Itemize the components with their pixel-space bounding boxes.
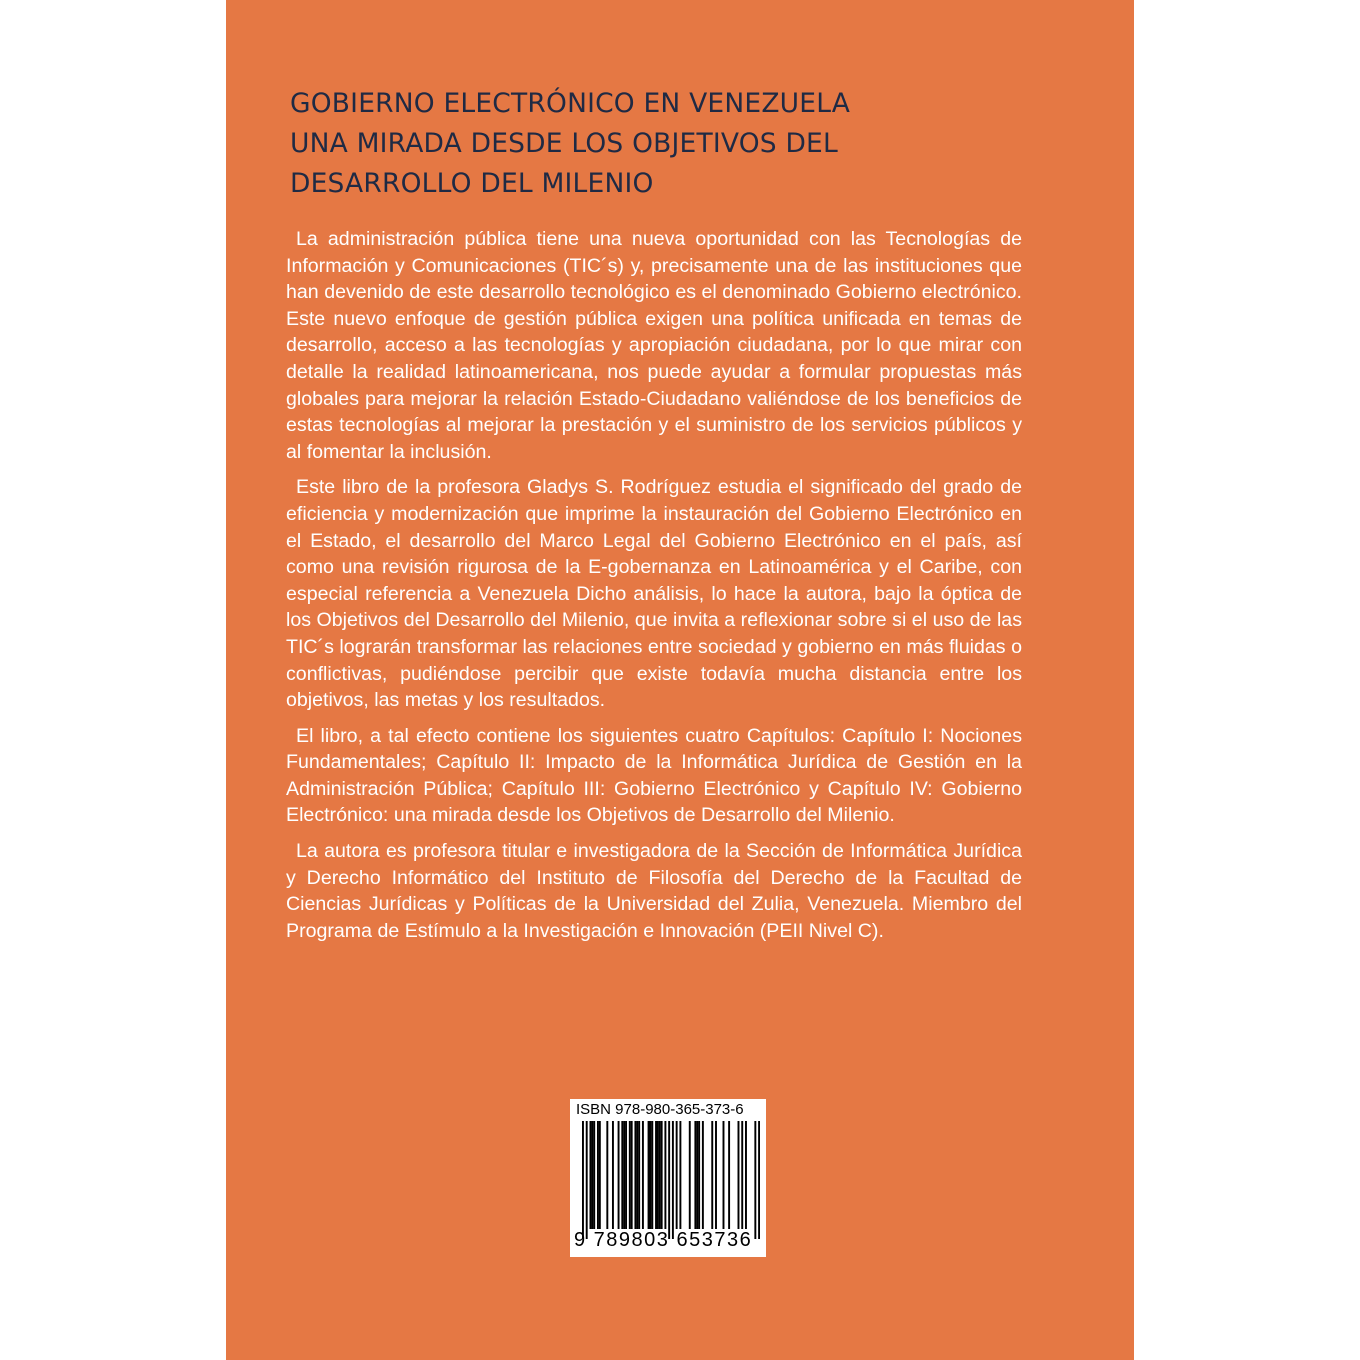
barcode-bar — [694, 1121, 696, 1229]
barcode-bar — [606, 1121, 608, 1229]
barcode-bar — [664, 1121, 666, 1229]
barcode-bar — [657, 1121, 659, 1229]
barcode-bar — [679, 1121, 681, 1229]
barcode-bar — [638, 1121, 640, 1229]
barcode-bar — [631, 1121, 633, 1229]
barcode-bar — [651, 1121, 653, 1229]
barcode-bar — [655, 1121, 657, 1229]
barcode-bar — [754, 1121, 756, 1239]
barcode-bar — [689, 1121, 691, 1229]
blurb-paragraph: La autora es profesora titular e investigadora de la Sección de Informática Jurídica y Derecho Informático del Instituto de Filosofía del Derecho de la Facultad de Ciencias Jurídicas y Políticas de la Universidad del Zulia, Venezuela. Miembro del Programa de Estímulo a la Investigación e Innovación (PEII Nivel C). — [286, 840, 1022, 942]
title-line: GOBIERNO ELECTRÓNICO EN VENEZUELA — [290, 88, 851, 119]
barcode-bar — [659, 1121, 661, 1229]
barcode-bar — [702, 1121, 704, 1229]
barcode-bar — [642, 1121, 644, 1229]
barcode-bar — [625, 1121, 627, 1229]
book-title — [290, 84, 1110, 204]
barcode-bar — [612, 1121, 614, 1229]
barcode-bar — [593, 1121, 595, 1229]
title-line: DESARROLLO DEL MILENIO — [290, 168, 654, 199]
barcode-bar — [591, 1121, 593, 1229]
ean-digits: 9 789803 653736 — [574, 1229, 753, 1251]
barcode-bar — [589, 1121, 591, 1229]
barcode-bar — [672, 1121, 674, 1239]
barcode-bar — [738, 1121, 740, 1229]
barcode-bar — [649, 1121, 651, 1229]
book-back-cover — [226, 0, 1134, 1360]
title-line: UNA MIRADA DESDE LOS OBJETIVOS DEL — [290, 128, 838, 159]
barcode-bar — [711, 1121, 713, 1229]
barcode-bar — [758, 1121, 760, 1239]
barcode-bar — [618, 1121, 620, 1229]
blurb-paragraph: Este libro de la profesora Gladys S. Rodríguez estudia el significado del grado de eficiencia y modernización que imprime la instauración del Gobierno Electrónico en el Estado, el desarrollo del Marco Legal del Gobierno Electrónico en el país, así como una revisión rigurosa de la E-gobernanza en Latinoamérica y el Caribe, con especial referencia a Venezuela Dicho análisis, lo hace la autora, bajo la óptica de los Objetivos del Desarrollo del Milenio, que invita a reflexionar sobre si el uso de las TIC´s lograrán transformar las relaciones entre sociedad y gobierno en más fluidas o conflictivas, pudiéndose percibir que existe todavía mucha distancia entre los objetivos, las metas y los resultados. — [286, 476, 1022, 712]
barcode-bar — [629, 1121, 631, 1229]
blurb — [286, 226, 1022, 953]
barcode-bar — [728, 1121, 730, 1229]
barcode-bar — [636, 1121, 638, 1229]
barcode-bar — [723, 1121, 725, 1229]
barcode-bar — [698, 1121, 700, 1229]
barcode-bar — [676, 1121, 678, 1229]
blurb-paragraph: La administración pública tiene una nueva oportunidad con las Tecnologías de Información y Comunicaciones (TIC´s) y, precisamente una de las instituciones que han devenido de este desarrollo tecnológico es el denominado Gobierno electrónico. Este nuevo enfoque de gestión pública exigen una política unificada en temas de desarrollo, acceso a las tecnologías y apropiación ciudadana, por lo que mirar con detalle la realidad latinoamericana, nos puede ayudar a formular propuestas más globales para mejorar la relación Estado-Ciudadano valiéndose de los beneficios de estas tecnologías al mejorar la prestación y el suministro de los servicios públicos y al fomentar la inclusión. — [286, 228, 1022, 463]
barcode-bar — [582, 1121, 584, 1239]
barcode-bar — [715, 1121, 717, 1229]
barcode-bar — [586, 1121, 588, 1239]
barcode-bar — [623, 1121, 625, 1229]
barcode-bar — [661, 1121, 663, 1229]
isbn-label: ISBN 978-980-365-373-6 — [576, 1101, 744, 1118]
barcode-bar — [599, 1121, 601, 1229]
barcode-bar — [741, 1121, 743, 1229]
barcode-bar — [696, 1121, 698, 1229]
barcode-bar — [634, 1121, 636, 1229]
barcode-bar — [597, 1121, 599, 1229]
blurb-paragraph: El libro, a tal efecto contiene los siguientes cuatro Capítulos: Capítulo I: Nociones Fundamentales; Capítulo II: Impacto de la Informática Jurídica de Gestión en la Administración Pública; Capítulo III: Gobierno Electrónico y Capítulo IV: Gobierno Electrónico: una mirada desde los Objetivos de Desarrollo del Milenio. — [286, 724, 1022, 827]
barcode-bar — [745, 1121, 747, 1229]
isbn-barcode — [570, 1099, 766, 1257]
barcode-bar — [668, 1121, 670, 1239]
barcode-bar — [648, 1121, 650, 1229]
barcode-bar — [621, 1121, 623, 1229]
barcode-bars — [582, 1121, 760, 1239]
